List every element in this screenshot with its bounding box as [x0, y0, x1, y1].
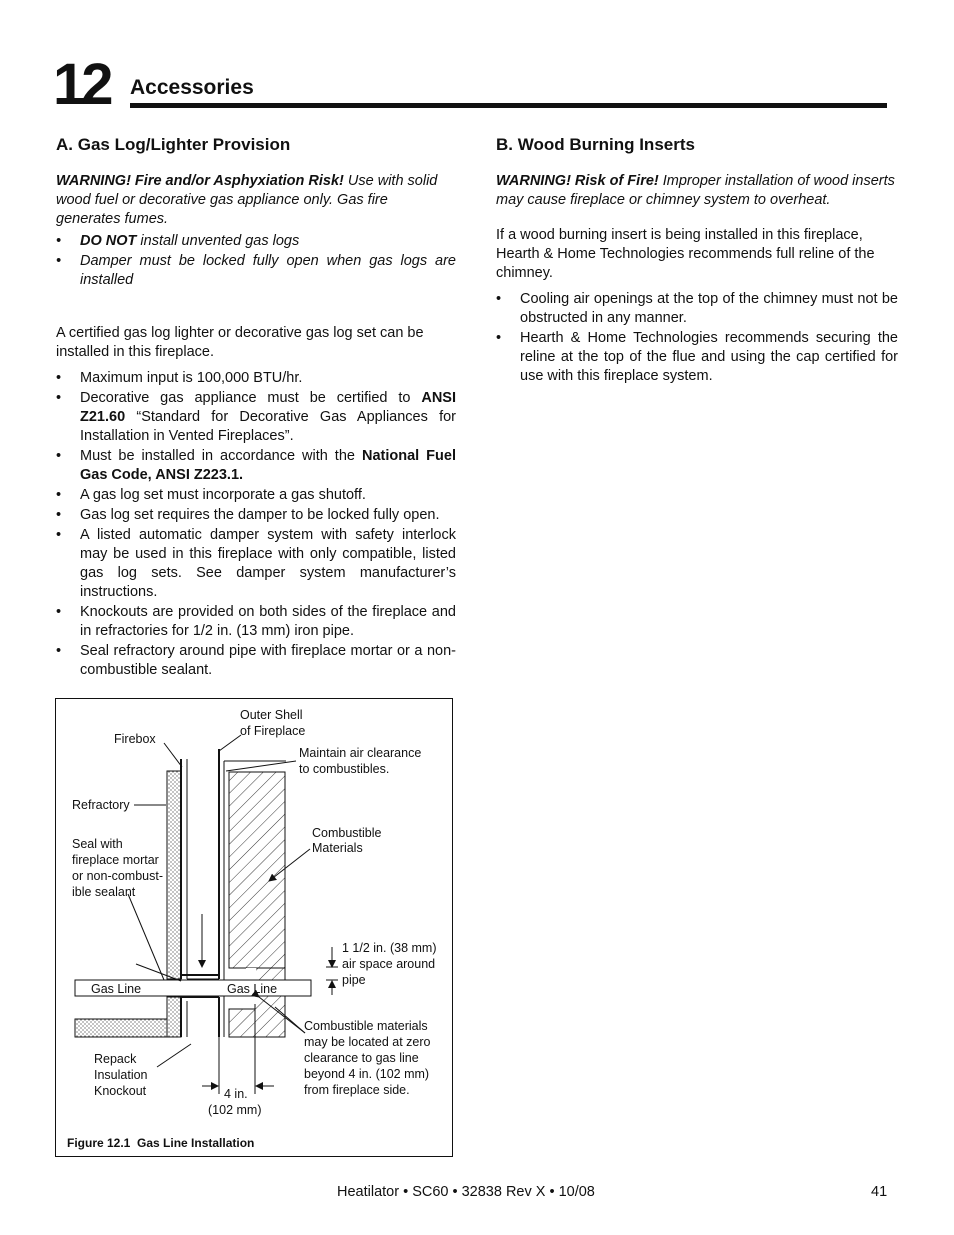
bullet-text: A gas log set must incorporate a gas shutoff.	[80, 487, 366, 503]
warning-label: WARNING! Risk of Fire!	[496, 173, 659, 189]
combustible-block-lower-left	[229, 1009, 255, 1037]
label-air-space: 1 1/2 in. (38 mm) air space around pipe	[342, 941, 437, 987]
list-item	[56, 389, 456, 446]
section-b-bullet-list	[496, 290, 898, 386]
section-b	[496, 135, 898, 387]
label-maintain-clearance: Maintain air clearance to combustibles.	[299, 746, 422, 776]
label-seal: Seal with fireplace mortar or non-combust-ible sealant	[72, 837, 164, 899]
label-gas-line-left: Gas Line	[91, 982, 142, 996]
combustible-block-upper	[229, 772, 285, 968]
bullet-text: Seal refractory around pipe with fireplace mortar or a non-combustible sealant.	[80, 643, 456, 678]
section-a-intro: A certified gas log lighter or decorative gas log set can be installed in this fireplace.	[56, 325, 424, 360]
section-a-bullet-list	[56, 369, 456, 680]
list-item	[56, 486, 456, 505]
list-item	[56, 526, 456, 602]
bullet-text: Gas log set requires the damper to be locked fully open.	[80, 507, 440, 523]
bullet-text: A listed automatic damper system with safety interlock may be used in this fireplace with only compatible, listed gas log sets. See damper system manufacturer’s instructions.	[80, 527, 456, 600]
bullet-text: Must be installed in accordance with the	[80, 448, 362, 464]
bullet-bold: ANSI Z21.60	[80, 390, 456, 425]
bullet-text: install unvented gas logs	[136, 233, 300, 249]
floor-refractory	[75, 1019, 167, 1037]
combustible-block-lower-right	[255, 968, 285, 1037]
label-firebox: Firebox	[114, 732, 156, 746]
label-four-inch: 4 in. (102 mm)	[208, 1087, 262, 1117]
bullet-bold: National Fuel Gas Code, ANSI Z223.1.	[80, 448, 456, 483]
chapter-number: 12	[53, 52, 110, 117]
bullet-bold: DO NOT	[80, 233, 137, 249]
label-repack: Repack Insulation Knockout	[94, 1052, 148, 1098]
label-combustible: Combustible Materials	[312, 826, 382, 855]
section-a	[56, 135, 456, 681]
bullet-text: Knockouts are provided on both sides of the fireplace and in refractories for 1/2 in. (13 mm) iron pipe.	[80, 604, 456, 639]
footer-page-number: 41	[871, 1184, 888, 1200]
list-item	[56, 232, 456, 251]
section-a-warning	[56, 172, 456, 229]
section-b-heading: B. Wood Burning Inserts	[496, 135, 695, 154]
header-rule	[130, 103, 887, 108]
list-item: • Hearth & Home Technologies recommends securing the reline at the top of the flue and using the cap certified for use with this fireplace system.	[496, 329, 898, 386]
label-zero-clearance: Combustible materials may be located at zero clearance to gas line beyond 4 in. (102 mm) from fireplace side.	[304, 1019, 431, 1097]
list-item	[56, 447, 456, 485]
footer-doc-info: Heatilator • SC60 • 32838 Rev X • 10/08	[337, 1184, 595, 1200]
section-a-heading: A. Gas Log/Lighter Provision	[56, 135, 291, 154]
list-item	[56, 506, 456, 525]
gas-line-diagram	[56, 699, 454, 1158]
bullet-text: “Standard for Decorative Gas Appliances for Installation in Vented Fireplaces”.	[80, 409, 456, 444]
list-item: • Cooling air openings at the top of the chimney must not be obstructed in any manner.	[496, 290, 898, 328]
bullet-text: Maximum input is 100,000 BTU/hr.	[80, 370, 303, 386]
figure-gas-line-installation	[55, 698, 453, 1157]
refractory-upper	[167, 771, 181, 979]
figure-caption: Figure 12.1 Gas Line Installation	[67, 1136, 255, 1150]
refractory-lower	[167, 997, 181, 1037]
label-refractory: Refractory	[72, 798, 130, 812]
list-item	[56, 252, 456, 290]
list-item	[56, 603, 456, 641]
label-gas-line-right: Gas Line	[227, 982, 278, 996]
label-outer-shell: Outer Shell of Fireplace	[240, 708, 306, 738]
warning-label: WARNING! Fire and/or Asphyxiation Risk!	[56, 173, 344, 189]
bullet-text: Damper must be locked fully open when gas logs are installed	[80, 253, 456, 288]
list-item	[56, 369, 456, 388]
bullet-text: Decorative gas appliance must be certified to	[80, 390, 422, 406]
warning-text: Use with solid wood fuel or decorative gas appliance only. Gas fire generates fumes.	[56, 173, 438, 227]
list-item	[56, 642, 456, 680]
section-b-warning	[496, 172, 898, 210]
warning-text: Improper installation of wood inserts may cause fireplace or chimney system to overheat.	[496, 173, 895, 208]
chapter-title: Accessories	[130, 76, 254, 99]
warning-bullet-list	[56, 232, 456, 290]
section-b-intro: If a wood burning insert is being installed in this fireplace, Hearth & Home Technologies recommends full reline of the chimney.	[496, 227, 875, 281]
